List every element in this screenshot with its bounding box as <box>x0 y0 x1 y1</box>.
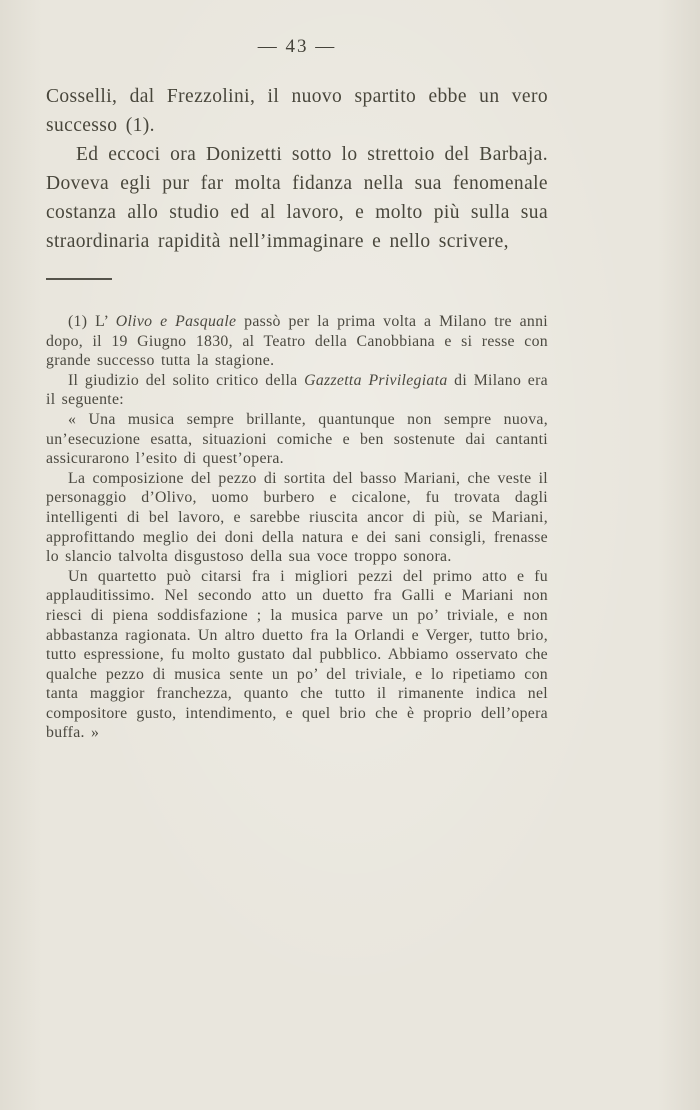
footnote-text: passò per la prima volta a Milano tre anni dopo, il 19 Giugno 1830, al Teatro della Canobbiana e si resse con grande successo tutta la stagione. <box>46 313 548 370</box>
footnote-italic-title: Olivo e Pasquale <box>115 313 237 330</box>
footnote-separator <box>46 278 112 280</box>
footnote-text: Il giudizio del solito critico della <box>68 371 305 389</box>
page-content <box>46 36 548 743</box>
footnote-paragraph: Un quartetto può citarsi fra i migliori pezzi del primo atto e fu applauditissimo. Nel secondo atto un duetto fra Galli e Mariani non riesci di piena soddisfazione ; la musica parve un po’ triviale, e non abbastanza ragionata. Un altro duetto fra la Orlandi e Verger, tutto brio, tutto espressione, fu molto gustato dal pubblico. Abbiamo osservato che qualche pezzo di musica sente un po’ del triviale, e lo ripetiamo con tanta maggior franchezza, quanto che tutto il rimanente indica nel compositore gusto, intendimento, e quel brio che è proprio dell’opera buffa. » <box>46 567 548 742</box>
footnote-italic-title: Gazzetta Privilegiata <box>304 371 448 389</box>
footnote-block <box>46 312 548 743</box>
main-paragraph: Cosselli, dal Frezzolini, il nuovo spartito ebbe un vero successo (1). <box>46 86 548 136</box>
footnote-paragraph <box>46 312 548 371</box>
footnote-text: di Milano era il seguente: <box>46 371 548 409</box>
footnote-paragraph: La composizione del pezzo di sortita del basso Mariani, che veste il personaggio d’Olivo, uomo burbero e cicalone, fu trovata dagli intelligenti di bel lavoro, e sarebbe riuscita ancor di più, se Mariani, approfittando meglio dei doni della natura e dei sani consigli, frenasse lo slancio talvolta disgustoso della sua voce troppo sonora. <box>46 469 548 566</box>
footnote-text: (1) L’ <box>68 313 116 330</box>
footnote-paragraph: « Una musica sempre brillante, quantunque non sempre nuova, un’esecuzione esatta, situazioni comiche e ben sostenute dai cantanti assicurarono l’esito di quest’opera. <box>46 410 548 468</box>
page-number: — 43 — <box>257 36 337 57</box>
footnote-paragraph <box>46 371 548 410</box>
main-paragraph: Ed eccoci ora Donizetti sotto lo strettoio del Barbaja. Doveva egli pur far molta fidanza nella sua fenomenale costanza allo studio ed al lavoro, e molto più sulla sua straordinaria rapidità nell’immaginare e nello scrivere, <box>46 144 548 252</box>
main-text-block <box>46 82 548 256</box>
